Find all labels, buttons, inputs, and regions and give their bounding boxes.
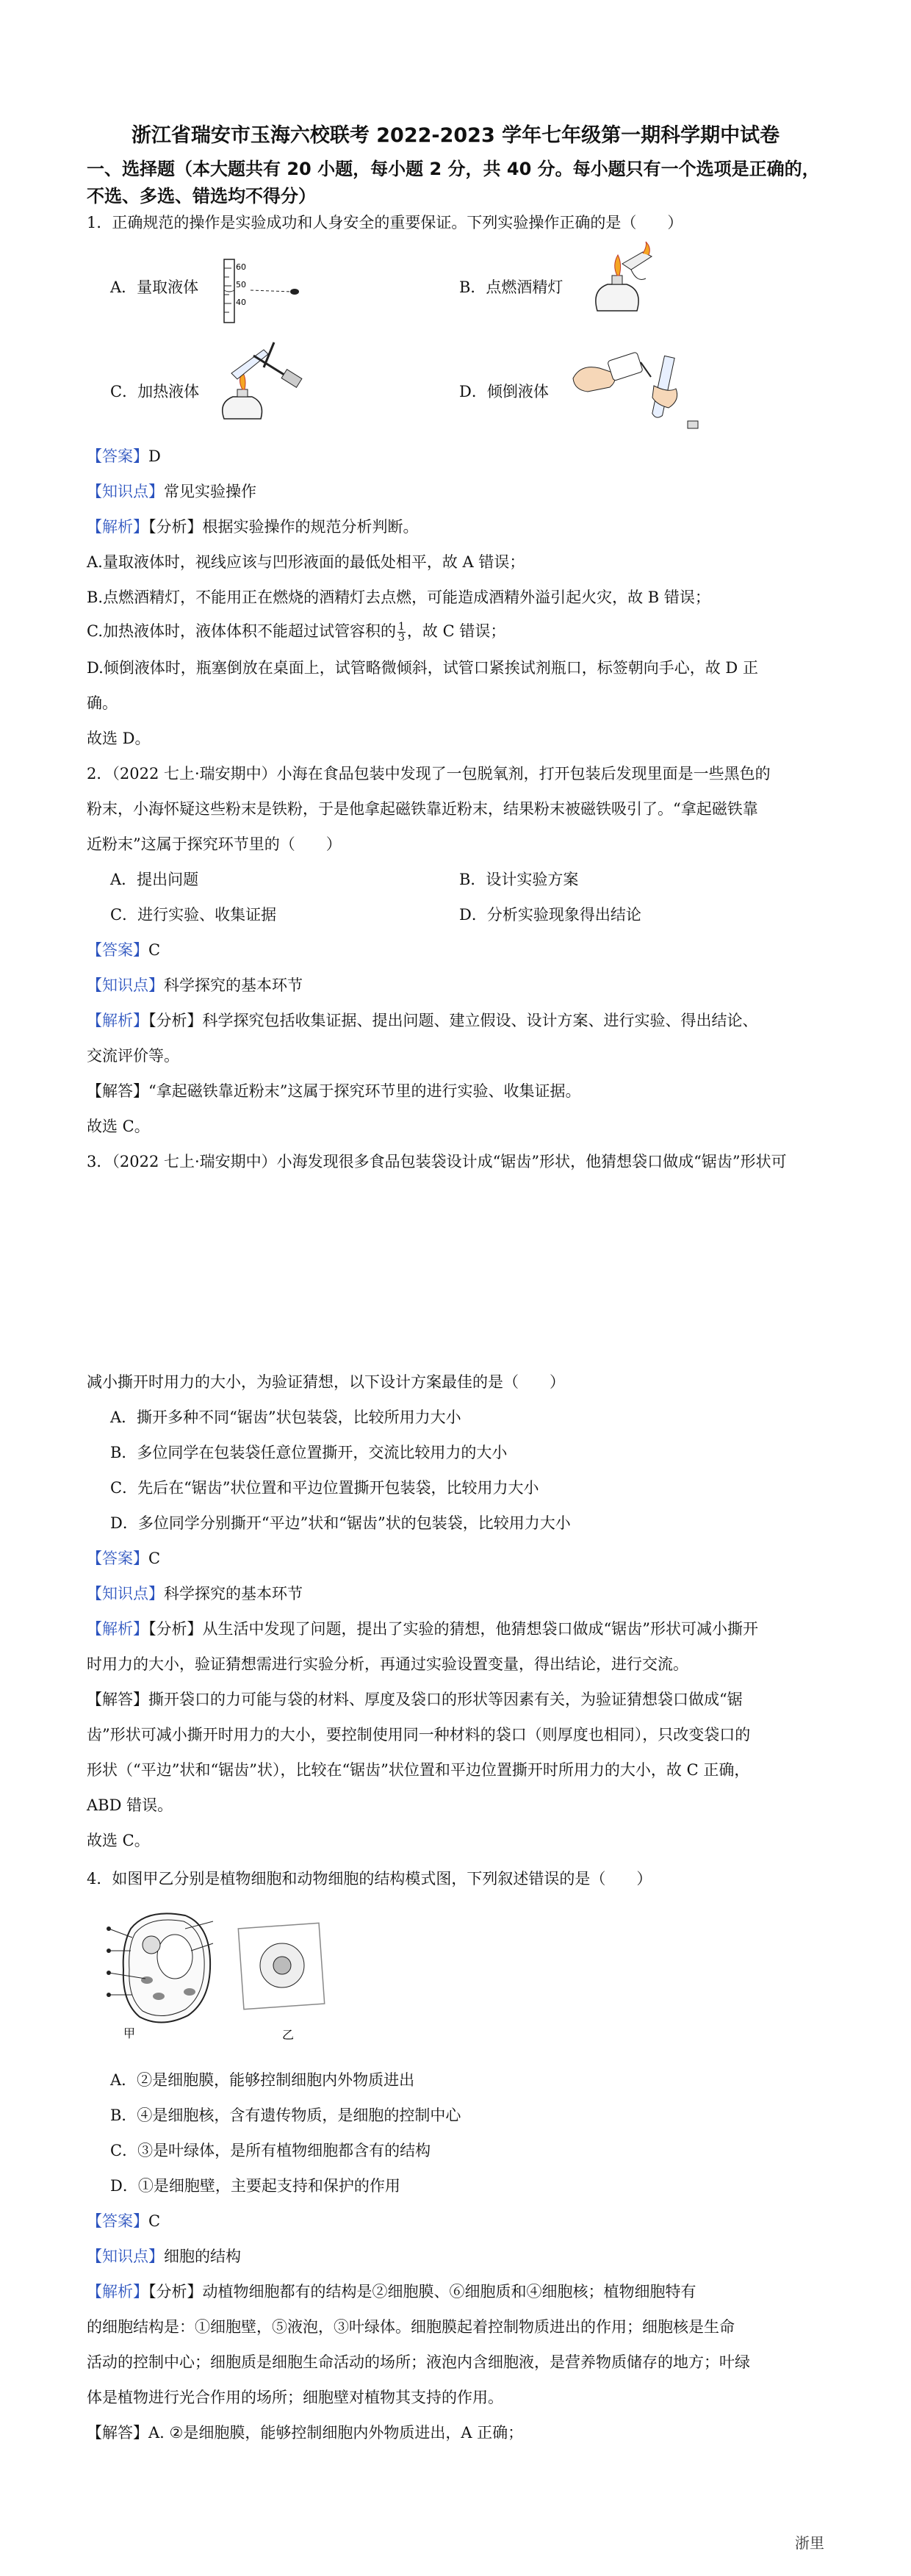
q4-option-a: A．②是细胞膜，能够控制细胞内外物质进出	[110, 2071, 415, 2089]
q4-analysis-line2: 的细胞结构是：①细胞壁，⑤液泡，③叶绿体。细胞膜起着控制物质进出的作用；细胞核是生命	[87, 2318, 735, 2336]
cell-label-jia: 甲	[123, 2026, 136, 2040]
q4-jieda: A. ②是细胞膜，能够控制细胞内外物质进出，A 正确；	[148, 2424, 524, 2442]
q2-knowledge-row	[87, 976, 303, 995]
q3-answer-row	[87, 1549, 160, 1568]
q2-option-d: D．分析实验现象得出结论	[459, 906, 641, 924]
q3-analysis-row	[87, 1619, 758, 1638]
q3-analysis-line2: 时用力的大小，验证猜想需进行实验分析，再通过实验设置变量，得出结论，进行交流。	[87, 1655, 688, 1673]
fraction-denominator: 3	[398, 632, 405, 644]
q4-jieda-row	[87, 2423, 523, 2442]
q3-answer: C	[148, 1550, 161, 1567]
jieda-tag: 【解答】	[87, 2424, 148, 2442]
q1-line-c-post: ，故 C 错误；	[406, 622, 506, 640]
q4-analysis-line3: 活动的控制中心；细胞质是细胞生命活动的场所；液泡内含细胞液，是营养物质储存的地方；叶绿	[87, 2353, 750, 2371]
q1-stem: 1．正确规范的操作是实验成功和人身安全的重要保证。下列实验操作正确的是（ ）	[87, 214, 683, 231]
knowledge-tag: 【知识点】	[87, 483, 164, 500]
q2-analysis-line1: 科学探究包括收集证据、提出问题、建立假设、设计方案、进行实验、得出结论、	[202, 1012, 758, 1029]
fenxi-tag: 【分析】	[148, 1620, 203, 1638]
q3-jieda-line1: 撕开袋口的力可能与袋的材料、厚度及袋口的形状等因素有关，为验证猜想袋口做成“锯	[148, 1691, 743, 1708]
svg-text:50: 50	[236, 280, 246, 289]
section-heading	[87, 156, 829, 210]
q3-jieda-line4: ABD 错误。	[87, 1796, 173, 1814]
q2-analysis-row	[87, 1011, 758, 1030]
q4-option-d: D．①是细胞壁，主要起支持和保护的作用	[110, 2177, 400, 2195]
q1-line-c-pre: C.加热液体时，液体体积不能超过试管容积的	[87, 622, 396, 640]
exam-title: 浙江省瑞安市玉海六校联考 2022-2023 学年七年级第一期科学期中试卷	[131, 124, 780, 147]
q2-stem-line1: 2．（2022 七上·瑞安期中）小海在食品包装中发现了一包脱氧剂，打开包装后发现里面是一些黑色的	[87, 765, 771, 782]
q1-conclusion: 故选 D。	[87, 730, 151, 747]
q2-stem-line3: 近粉末”这属于探究环节里的（ ）	[87, 835, 342, 853]
q1-knowledge: 常见实验操作	[164, 483, 256, 500]
q1-line-c	[87, 622, 505, 643]
q1-option-c: C．加热液体	[110, 383, 200, 400]
q2-knowledge: 科学探究的基本环节	[164, 976, 303, 994]
answer-tag: 【答案】	[87, 447, 148, 465]
jieda-tag: 【解答】	[87, 1082, 148, 1100]
section-heading-line1: 一、选择题（本大题共有 20 小题，每小题 2 分，共 40 分。每小题只有一个选项是正确的，	[87, 159, 820, 179]
q2-option-b: B．设计实验方案	[459, 871, 579, 888]
cell-label-yi: 乙	[282, 2028, 295, 2042]
page-footer: 浙里	[795, 2534, 824, 2552]
q2-conclusion: 故选 C。	[87, 1118, 150, 1135]
section-heading-line2: 不选、多选、错选均不得分）	[87, 186, 316, 206]
q2-answer-row	[87, 940, 160, 960]
q4-analysis-line1: 动植物细胞都有的结构是②细胞膜、⑥细胞质和④细胞核；植物细胞特有	[202, 2283, 696, 2300]
knowledge-tag: 【知识点】	[87, 1585, 164, 1602]
analysis-tag: 【解析】	[87, 518, 148, 536]
q3-stem-line1: 3．（2022 七上·瑞安期中）小海发现很多食品包装袋设计成“锯齿”形状，他猜想袋口做成“锯齿”形状可	[87, 1153, 787, 1170]
cell-diagram-figure	[103, 1899, 338, 2046]
jieda-tag: 【解答】	[87, 1691, 148, 1708]
fenxi-tag: 【分析】	[148, 2283, 203, 2300]
q3-analysis-line1: 从生活中发现了问题，提出了实验的猜想，他猜想袋口做成“锯齿”形状可减小撕开	[202, 1620, 758, 1638]
knowledge-tag: 【知识点】	[87, 2248, 164, 2265]
q4-knowledge: 细胞的结构	[164, 2248, 241, 2265]
analysis-tag: 【解析】	[87, 1012, 148, 1029]
q4-answer-row	[87, 2212, 160, 2231]
q2-stem-line2: 粉末，小海怀疑这些粉末是铁粉，于是他拿起磁铁靠近粉末，结果粉末被磁铁吸引了。“拿起磁铁靠	[87, 800, 758, 818]
q1-line-b: B.点燃酒精灯，不能用正在燃烧的酒精灯去点燃，可能造成酒精外溢引起火灾，故 B 错误；	[87, 589, 710, 606]
q3-jieda-row	[87, 1690, 743, 1709]
answer-tag: 【答案】	[87, 2212, 148, 2230]
q3-knowledge: 科学探究的基本环节	[164, 1585, 303, 1602]
analysis-tag: 【解析】	[87, 1620, 148, 1638]
q3-knowledge-row	[87, 1584, 303, 1603]
q3-option-c: C．先后在“锯齿”状位置和平边位置撕开包装袋，比较用力大小	[110, 1479, 539, 1497]
q4-analysis-row	[87, 2282, 696, 2301]
q4-answer: C	[148, 2212, 161, 2230]
q3-option-d: D．多位同学分别撕开“平边”状和“锯齿”状的包装袋，比较用力大小	[110, 1514, 571, 1532]
q3-option-a: A．撕开多种不同“锯齿”状包装袋，比较所用力大小	[110, 1408, 461, 1426]
q2-answer: C	[148, 941, 161, 959]
alcohol-lamp-figure	[584, 239, 665, 320]
q3-jieda-line2: 齿”形状可减小撕开时用力的大小，要控制使用同一种材料的袋口（则厚度也相同），只改变袋口的	[87, 1726, 751, 1744]
q4-stem: 4．如图甲乙分别是植物细胞和动物细胞的结构模式图，下列叙述错误的是（ ）	[87, 1870, 652, 1888]
q2-jieda: “拿起磁铁靠近粉末”这属于探究环节里的进行实验、收集证据。	[148, 1082, 581, 1100]
q1-analysis-row	[87, 517, 419, 536]
pouring-liquid-figure	[558, 334, 705, 437]
q4-option-b: B．④是细胞核，含有遗传物质，是细胞的控制中心	[110, 2107, 461, 2124]
analysis-tag: 【解析】	[87, 2283, 148, 2300]
svg-text:60: 60	[236, 262, 246, 272]
q3-option-b: B．多位同学在包装袋任意位置撕开，交流比较用力的大小	[110, 1444, 508, 1461]
q1-line-d1: D.倾倒液体时，瓶塞倒放在桌面上，试管略微倾斜，试管口紧挨试剂瓶口，标签朝向手心，故 D 正	[87, 659, 758, 677]
q2-option-a: A．提出问题	[110, 871, 199, 888]
q3-conclusion: 故选 C。	[87, 1832, 150, 1849]
q1-line-a: A.量取液体时，视线应该与凹形液面的最低处相平，故 A 错误；	[87, 553, 525, 571]
heating-test-tube-figure	[209, 338, 312, 426]
q3-stem-line2: 减小撕开时用力的大小，为验证猜想，以下设计方案最佳的是（ ）	[87, 1373, 565, 1391]
q4-analysis-line4: 体是植物进行光合作用的场所；细胞壁对植物其支持的作用。	[87, 2389, 503, 2406]
answer-tag: 【答案】	[87, 941, 148, 959]
q1-answer-row	[87, 447, 161, 466]
q3-jieda-line3: 形状（“平边”状和“锯齿”状），比较在“锯齿”状位置和平边位置撕开时所用力的大小，故 C 正确，	[87, 1761, 750, 1779]
q1-answer: D	[148, 447, 161, 465]
one-third-fraction	[397, 622, 406, 643]
graduated-cylinder-figure	[209, 253, 305, 327]
q1-line-d2: 确。	[87, 694, 118, 712]
q1-option-d: D．倾倒液体	[459, 383, 549, 400]
q2-analysis-line2: 交流评价等。	[87, 1047, 179, 1065]
q1-knowledge-row	[87, 482, 256, 501]
q1-option-a: A．量取液体	[110, 278, 199, 296]
fenxi-tag: 【分析】	[148, 518, 203, 536]
q4-option-c: C．③是叶绿体，是所有植物细胞都含有的结构	[110, 2142, 431, 2159]
fenxi-tag: 【分析】	[148, 1012, 203, 1029]
q2-option-c: C．进行实验、收集证据	[110, 906, 277, 924]
fraction-numerator: 1	[398, 621, 405, 633]
answer-tag: 【答案】	[87, 1550, 148, 1567]
q2-jieda-row	[87, 1082, 580, 1101]
svg-text:40: 40	[236, 298, 246, 307]
q4-knowledge-row	[87, 2247, 241, 2266]
q1-analysis: 根据实验操作的规范分析判断。	[202, 518, 419, 536]
q1-option-b: B．点燃酒精灯	[459, 278, 563, 296]
knowledge-tag: 【知识点】	[87, 976, 164, 994]
